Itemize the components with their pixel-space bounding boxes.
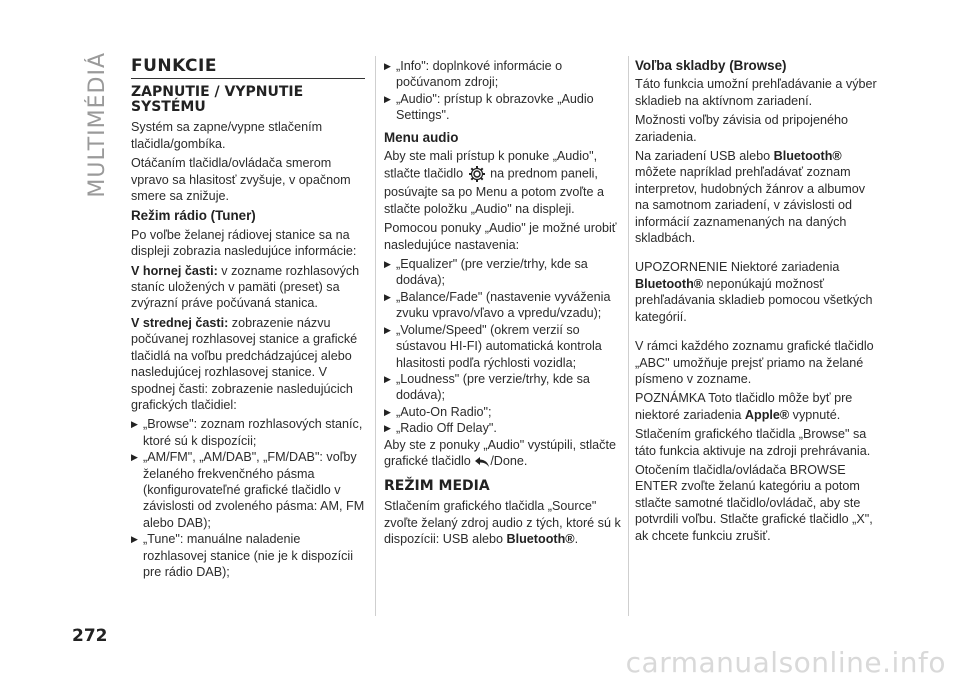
- list-item-text: „Radio Off Delay".: [396, 421, 497, 436]
- subheading-radio: Režim rádio (Tuner): [131, 208, 256, 224]
- subheading-on-off: ZAPNUTIE / VYPNUTIE SYSTÉMU: [131, 84, 304, 116]
- paragraph-text: Aby ste z ponuky „Audio" vystúpili, stlačte grafické tlačidlo: [384, 437, 616, 468]
- paragraph: Možnosti voľby závisia od pripojeného zariadenia.: [635, 113, 848, 144]
- paragraph: [384, 498, 624, 547]
- paragraph-text: môžete napríklad prehľadávať zoznam interpretov, hudobných žánrov a albumov na samotnom zariadení, v závislosti od informácií zaznamenaných na daných skladbách.: [635, 165, 866, 246]
- list-item: [384, 58, 624, 91]
- list-item: [384, 404, 624, 420]
- list-item-text: „Balance/Fade" (nastavenie vyváženia zvuku vpravo/vľavo a vpredu/vzadu);: [396, 289, 611, 321]
- triangle-bullet-icon: ▶: [384, 373, 391, 384]
- gear-icon: [467, 164, 487, 184]
- column-divider: [628, 56, 629, 616]
- note-paragraph: [635, 390, 880, 423]
- paragraph: Stlačením grafického tlačidla „Browse" sa táto funkcia aktivuje na zdroji prehrávania.: [635, 427, 871, 458]
- paragraph: Otočením tlačidla/ovládača BROWSE ENTER zvoľte želanú kategóriu a potom stlačte samotné tlačidlo/ovládač, aby ste potvrdili voľbu. Stlačte grafické tlačidlo „X", ak chcete funkciu zrušiť.: [635, 462, 873, 543]
- triangle-bullet-icon: ▶: [131, 534, 138, 545]
- triangle-bullet-icon: ▶: [384, 406, 391, 417]
- paragraph-text: Aby ste mali prístup k ponuke „Audio", stlačte tlačidlo: [384, 149, 598, 181]
- paragraph: [384, 437, 624, 470]
- list-item: [384, 289, 624, 322]
- list-item-text: „Audio": prístup k obrazovke „Audio Settings".: [396, 91, 594, 123]
- paragraph: Táto funkcia umožní prehľadávanie a výber skladieb na aktívnom zariadení.: [635, 77, 877, 108]
- paragraph-text: .: [574, 532, 579, 547]
- paragraph-text: vypnuté.: [789, 407, 841, 422]
- column-divider: [375, 56, 376, 616]
- section-heading: FUNKCIE: [131, 58, 365, 79]
- paragraph-top-section: [131, 263, 365, 312]
- watermark: carmanualsonline.info: [625, 646, 946, 679]
- paragraph: Systém sa zapne/vypne stlačením tlačidla/gombíka.: [131, 120, 323, 151]
- back-arrow-icon: [474, 456, 490, 468]
- triangle-bullet-icon: ▶: [384, 61, 391, 71]
- column-3: [635, 58, 880, 547]
- paragraph-text: na prednom paneli, posúvajte sa po Menu a potom zvoľte a stlačte položku „Audio" na displeji.: [384, 166, 604, 216]
- paragraph: Otáčaním tlačidla/ovládača smerom vpravo sa hlasitosť zvyšuje, v opačnom smere sa znižuje.: [131, 156, 351, 204]
- subheading-menu-audio: Menu audio: [384, 129, 459, 145]
- column-2: [384, 58, 624, 551]
- list-item-text: „AM/FM", „AM/DAB", „FM/DAB": voľby želaného frekvenčného pásma (konfigurovateľné grafické tlačidlo v závislosti od zvoleného pásma: AM, FM alebo DAB);: [143, 450, 365, 530]
- list-item-text: „Equalizer" (pre verzie/trhy, kde sa dodáva);: [396, 257, 588, 288]
- triangle-bullet-icon: ▶: [131, 452, 138, 463]
- spacer: [635, 328, 880, 338]
- triangle-bullet-icon: ▶: [384, 259, 391, 270]
- triangle-bullet-icon: ▶: [384, 291, 391, 302]
- list-item-text: „Volume/Speed" (okrem verzií so sústavou HI-FI) automatická kontrola hlasitosti podľa rýchlosti vozidla;: [396, 322, 602, 370]
- subheading-media: REŽIM MEDIA: [384, 478, 490, 495]
- subheading-browse: Voľba skladby (Browse): [635, 58, 787, 73]
- list-item: [384, 91, 624, 124]
- triangle-bullet-icon: ▶: [384, 93, 391, 104]
- paragraph: V rámci každého zoznamu grafické tlačidlo „ABC" umožňuje prejsť priamo na želané písmeno v zozname.: [635, 339, 874, 386]
- paragraph-text: v zozname rozhlasových staníc uložených v pamäti (preset) sa zvýrazní práve počúvaná stanica.: [131, 263, 360, 311]
- paragraph-text: POZNÁMKA Toto tlačidlo môže byť pre niektoré zariadenia: [635, 391, 853, 422]
- paragraph-text: /Done.: [490, 453, 528, 468]
- bold-term: Bluetooth®: [635, 276, 704, 291]
- paragraph-text: zobrazenie názvu počúvanej rozhlasovej stanice a grafické tlačidlá na voľbu predchádzajúcej alebo nasledujúcej rozhlasovej stanice. V spodnej časti: zobrazenie nasledujúcich grafických tlačidiel:: [131, 315, 358, 412]
- column-1: [131, 58, 365, 580]
- paragraph-text: UPOZORNENIE Niektoré zariadenia: [635, 260, 840, 275]
- list-item-text: „Tune": manuálne naladenie rozhlasovej stanice (nie je k dispozícii pre rádio DAB);: [143, 532, 353, 579]
- paragraph: [384, 148, 624, 217]
- list-item: [131, 531, 365, 580]
- bold-label: V hornej časti:: [131, 263, 218, 278]
- list-item-text: „Auto-On Radio";: [396, 404, 492, 419]
- list-item-text: „Browse": zoznam rozhlasových staníc, ktoré sú k dispozícii;: [143, 417, 363, 448]
- bold-term: Bluetooth®: [506, 532, 575, 547]
- chapter-side-title: [72, 52, 122, 198]
- list-item: [384, 371, 624, 404]
- warning-paragraph: [635, 259, 880, 325]
- bold-term: Bluetooth®: [773, 149, 842, 164]
- list-item: [384, 420, 624, 436]
- bold-label: V strednej časti:: [131, 315, 229, 330]
- list-item-text: „Loudness" (pre verzie/trhy, kde sa dodáva);: [396, 371, 590, 403]
- triangle-bullet-icon: ▶: [384, 423, 391, 434]
- triangle-bullet-icon: ▶: [384, 324, 391, 335]
- paragraph-middle-section: [131, 315, 365, 413]
- list-item: [384, 322, 624, 371]
- paragraph: [635, 148, 880, 246]
- paragraph-text: Stlačením grafického tlačidla „Source" zvoľte želaný zdroj audio z tých, ktoré sú k dispozícii: USB alebo: [384, 499, 621, 547]
- list-item-text: „Info": doplnkové informácie o počúvanom zdroji;: [396, 59, 563, 90]
- triangle-bullet-icon: ▶: [131, 419, 138, 430]
- paragraph-text: neponúkajú možnosť prehľadávania skladieb pomocou všetkých kategórií.: [635, 276, 873, 324]
- page-number: 272: [72, 626, 108, 646]
- bold-term: Apple®: [744, 407, 790, 422]
- list-item: [131, 416, 365, 449]
- paragraph: Po voľbe želanej rádiovej stanice sa na displeji zobrazia nasledujúce informácie:: [131, 227, 357, 259]
- chapter-side-title-text: MULTIMÉDIÁ: [84, 52, 110, 198]
- spacer: [635, 249, 880, 259]
- list-item: [131, 449, 365, 531]
- paragraph: Pomocou ponuky „Audio" je možné urobiť nasledujúce nastavenia:: [384, 221, 617, 252]
- list-item: [384, 256, 624, 289]
- paragraph-text: Na zariadení USB alebo: [635, 149, 774, 164]
